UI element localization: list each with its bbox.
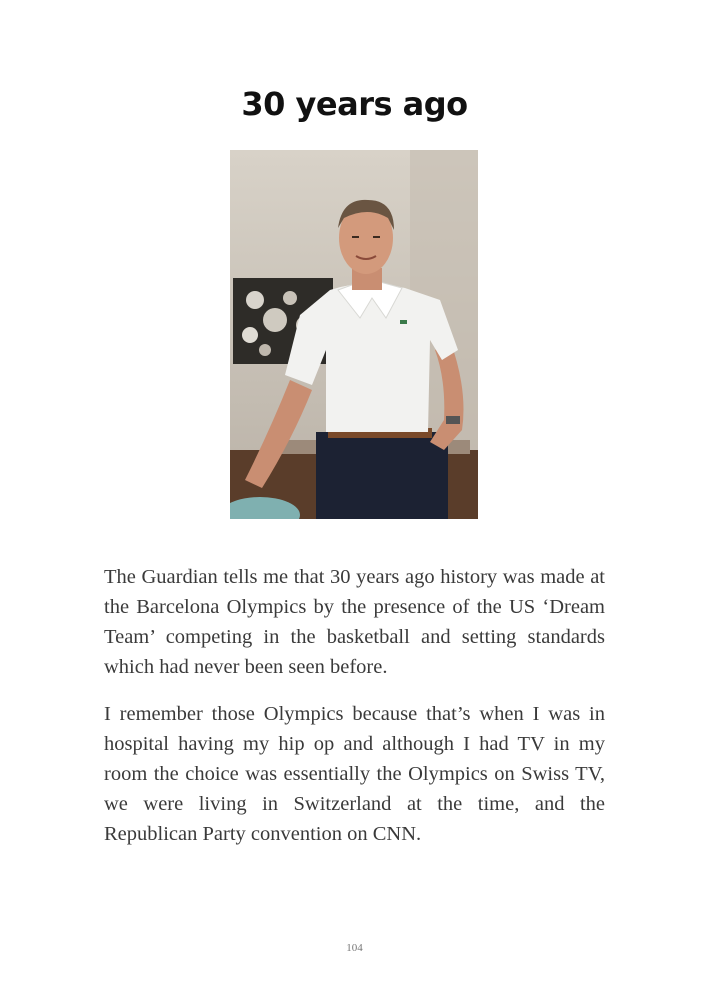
paragraph-1: The Guardian tells me that 30 years ago history was made at the Barcelona Olympics by the presence of the US ‘Dream Team’ competing in the basketball and setting standards which had never been seen before. <box>104 566 605 678</box>
photo <box>230 150 478 519</box>
page-title: 30 years ago <box>241 85 468 123</box>
page-number: 104 <box>346 942 363 954</box>
paragraph-2: I remember those Olympics because that’s when I was in hospital having my hip op and although I had TV in my room the choice was essentially the Olympics on Swiss TV, we were living in Switzerland at the time, and the Republican Party convention on CNN. <box>104 703 605 845</box>
body-text <box>104 562 605 866</box>
